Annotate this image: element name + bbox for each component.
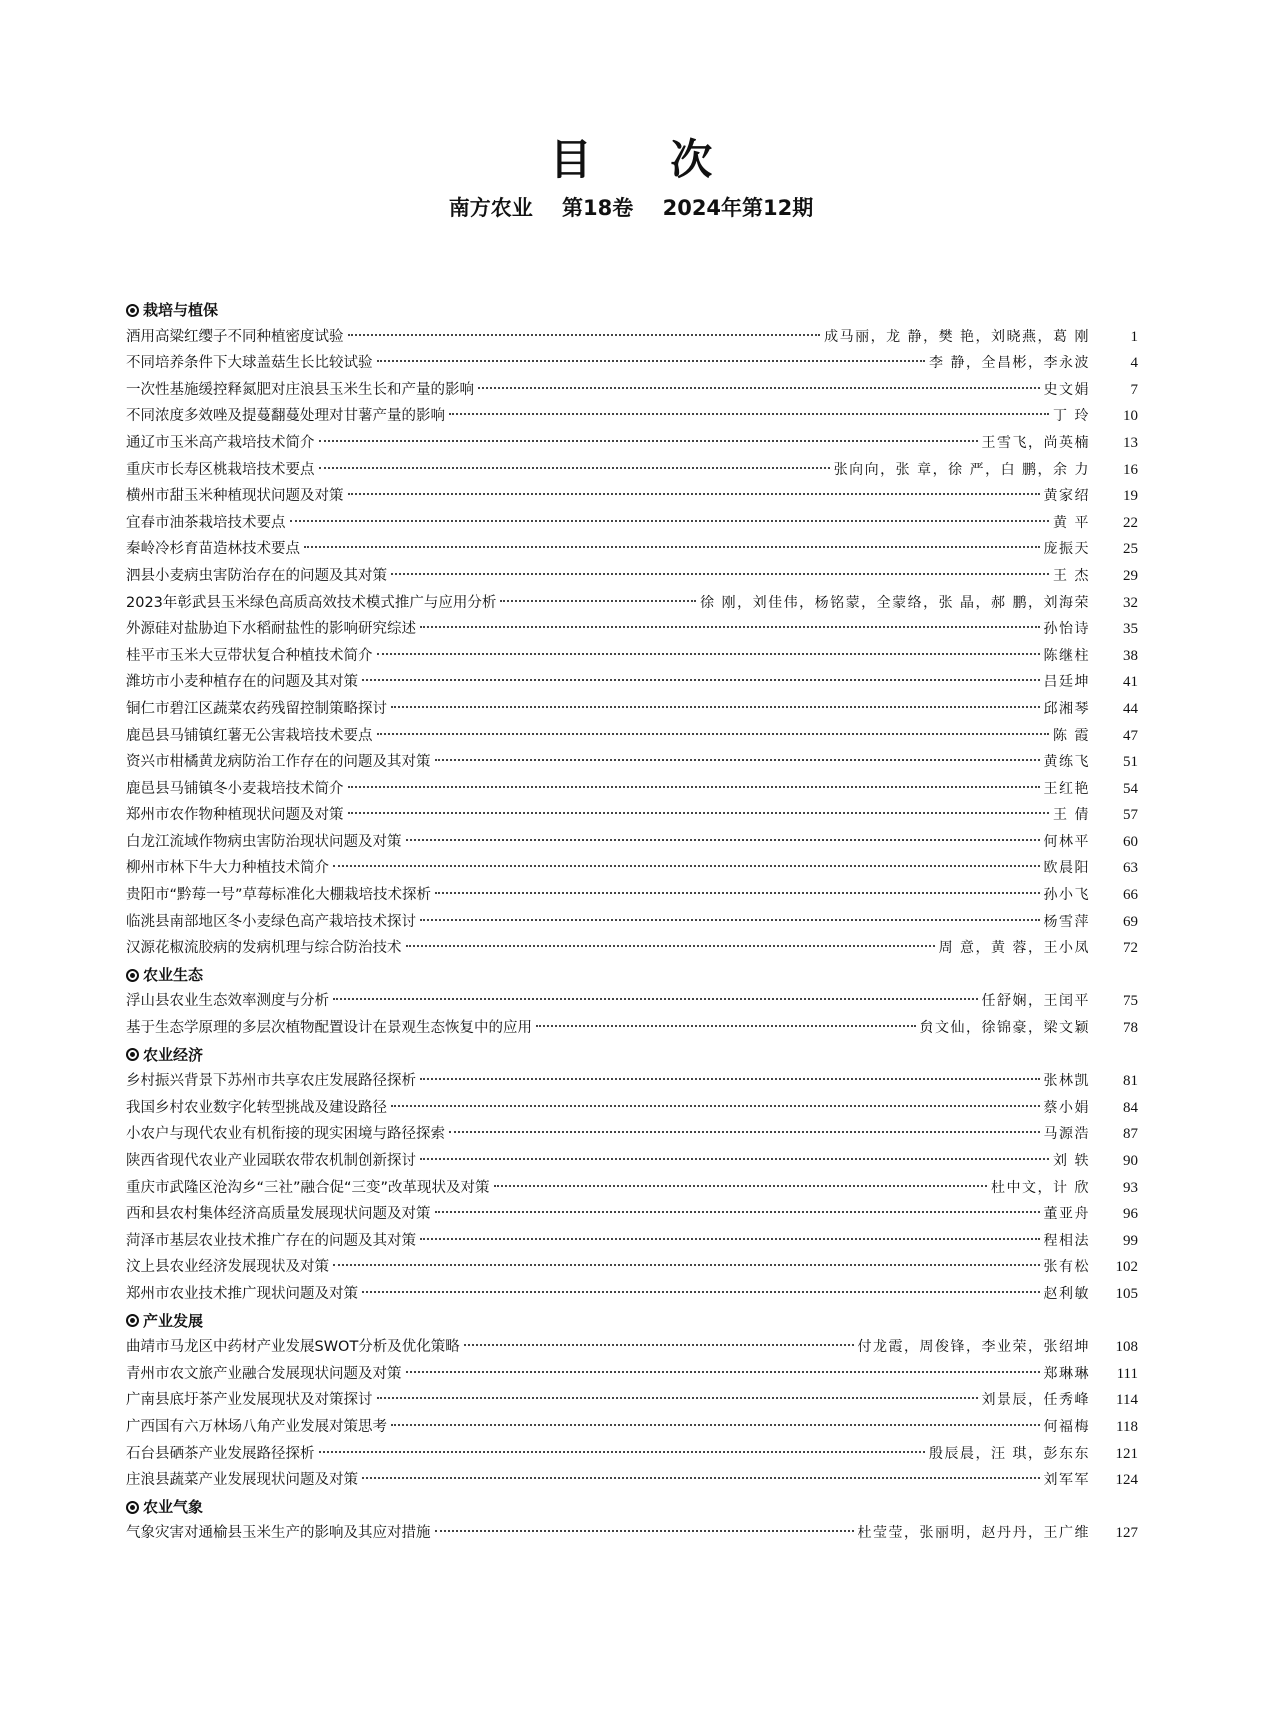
toc-entry[interactable] (126, 457, 1138, 484)
entry-page: 78 (1123, 1020, 1138, 1037)
entry-title: 广西国有六万林场八角产业发展对策思考 (126, 1418, 387, 1435)
entry-page: 99 (1123, 1232, 1138, 1249)
entry-authors: 陈继柱 (1043, 647, 1090, 664)
entry-authors: 孙小飞 (1043, 887, 1090, 904)
dot-leader (494, 1185, 988, 1187)
entry-page: 32 (1123, 594, 1138, 611)
entry-title: 曲靖市马龙区中药材产业发展SWOT分析及优化策略 (126, 1339, 460, 1356)
dot-leader (420, 1078, 1040, 1080)
entry-title: 郑州市农作物种植现状问题及对策 (126, 807, 344, 824)
entry-title: 小农户与现代农业有机衔接的现实困境与路径探索 (126, 1126, 445, 1143)
entry-authors: 周 意，黄 蓉，王小凤 (938, 940, 1090, 957)
page-title: 目 次 (549, 135, 745, 184)
toc-entry[interactable] (126, 696, 1138, 723)
toc-entry[interactable] (126, 403, 1138, 430)
entry-authors: 何福梅 (1043, 1418, 1090, 1435)
dot-leader (319, 467, 830, 469)
entry-page: 47 (1123, 727, 1138, 744)
entry-page: 19 (1123, 488, 1138, 505)
dot-leader (435, 1211, 1040, 1213)
entry-title: 宜春市油茶栽培技术要点 (126, 514, 286, 531)
toc-entry[interactable] (126, 563, 1138, 590)
section-bullet-icon (126, 1314, 139, 1327)
journal-info (0, 193, 1262, 223)
toc-entry[interactable] (126, 723, 1138, 750)
section-bullet-icon (126, 969, 139, 982)
entry-title: 陕西省现代农业产业园联农带农机制创新探讨 (126, 1153, 416, 1169)
dot-leader (478, 387, 1040, 389)
toc-entry[interactable] (126, 749, 1138, 776)
entry-page: 114 (1116, 1392, 1138, 1409)
entry-title: 一次性基施缓控释氮肥对庄浪县玉米生长和产量的影响 (126, 381, 474, 398)
toc-entry[interactable] (126, 935, 1138, 962)
dot-leader (536, 1025, 916, 1027)
toc-entry[interactable] (126, 1201, 1138, 1228)
entry-authors: 任舒娴，王闰平 (981, 993, 1090, 1010)
entry-title: 临洮县南部地区冬小麦绿色高产栽培技术探讨 (126, 913, 416, 930)
entry-authors: 庞振天 (1043, 541, 1090, 558)
entry-authors: 欧晨阳 (1043, 860, 1090, 877)
dot-leader (420, 919, 1040, 921)
entry-title: 横州市甜玉米种植现状问题及对策 (126, 488, 344, 505)
entry-title: 秦岭冷杉育苗造林技术要点 (126, 541, 300, 558)
section-name: 产业发展 (143, 1311, 204, 1330)
toc-entry[interactable] (126, 643, 1138, 670)
entry-title: 浮山县农业生态效率测度与分析 (126, 993, 329, 1010)
entry-page: 102 (1115, 1259, 1138, 1276)
dot-leader (435, 759, 1040, 761)
dot-leader (420, 1238, 1040, 1240)
toc-entry[interactable] (126, 1441, 1138, 1468)
dot-leader (391, 1424, 1040, 1426)
entry-authors: 刘景辰，任秀峰 (981, 1392, 1090, 1409)
entry-title: 郑州市农业技术推广现状问题及对策 (126, 1285, 358, 1302)
entry-authors: 邱湘琴 (1043, 700, 1090, 717)
dot-leader (333, 865, 1040, 867)
dot-leader (391, 1105, 1040, 1107)
toc-entry[interactable] (126, 350, 1138, 377)
entry-authors: 贠文仙，徐锦豪，梁文颖 (919, 1020, 1090, 1037)
journal-issue: 2024年第12期 (662, 196, 814, 220)
entry-title: 不同浓度多效唑及提蔓翻蔓处理对甘薯产量的影响 (126, 408, 445, 425)
toc-entry[interactable] (126, 377, 1138, 404)
dot-leader (290, 520, 1050, 522)
dot-leader (319, 1451, 926, 1453)
section-header (126, 297, 1138, 324)
entry-page: 38 (1123, 647, 1138, 664)
entry-title: 通辽市玉米高产栽培技术简介 (126, 434, 315, 451)
toc-entry[interactable] (126, 536, 1138, 563)
toc-entry[interactable] (126, 1068, 1138, 1095)
entry-authors: 徐 刚，刘佳伟，杨铭蒙，全蒙络，张 晶，郝 鹏，刘海荣 (700, 594, 1090, 611)
section-bullet-icon (126, 1501, 139, 1514)
toc-entry[interactable] (126, 669, 1138, 696)
entry-title: 乡村振兴背景下苏州市共享农庄发展路径探析 (126, 1073, 416, 1090)
section-name: 农业生态 (143, 965, 204, 984)
toc-entry[interactable] (126, 1254, 1138, 1281)
section-bullet-icon (126, 304, 139, 317)
entry-title: 鹿邑县马铺镇红薯无公害栽培技术要点 (126, 727, 373, 744)
entry-page: 57 (1123, 807, 1138, 824)
toc-entry[interactable] (126, 855, 1138, 882)
entry-title: 汉源花椒流胶病的发病机理与综合防治技术 (126, 940, 402, 957)
entry-page: 4 (1130, 355, 1138, 372)
entry-page: 111 (1116, 1365, 1138, 1382)
entry-page: 121 (1115, 1445, 1138, 1462)
entry-title: 青州市农文旅产业融合发展现状问题及对策 (126, 1365, 402, 1382)
entry-page: 127 (1115, 1525, 1138, 1542)
entry-title: 贵阳市“黔莓一号”草莓标准化大棚栽培技术探析 (126, 887, 432, 904)
entry-authors: 杜莹莹，张丽明，赵丹丹，王广维 (857, 1525, 1090, 1542)
dot-leader (348, 812, 1050, 814)
dot-leader (362, 679, 1040, 681)
entry-authors: 吕廷坤 (1043, 674, 1090, 691)
toc-entry[interactable] (126, 1228, 1138, 1255)
entry-authors: 李 静，全昌彬，李永波 (929, 355, 1090, 372)
toc-entry[interactable] (126, 802, 1138, 829)
entry-authors: 杜中文，计 欣 (991, 1179, 1090, 1196)
entry-page: 72 (1123, 940, 1138, 957)
entry-page: 29 (1123, 567, 1138, 584)
entry-title: 我国乡村农业数字化转型挑战及建设路径 (126, 1099, 387, 1116)
entry-page: 93 (1123, 1179, 1138, 1196)
entry-authors: 孙怡诗 (1043, 621, 1090, 638)
entry-title: 泗县小麦病虫害防治存在的问题及其对策 (126, 567, 387, 584)
entry-title: 资兴市柑橘黄龙病防治工作存在的问题及其对策 (126, 754, 431, 771)
section-name: 农业经济 (143, 1045, 204, 1064)
dot-leader (362, 1477, 1040, 1479)
entry-authors: 蔡小娟 (1043, 1099, 1090, 1116)
dot-leader (362, 1291, 1040, 1293)
entry-authors: 赵利敏 (1043, 1285, 1090, 1302)
dot-leader (377, 733, 1050, 735)
entry-page: 105 (1115, 1285, 1138, 1302)
entry-authors: 王雪飞，尚英楠 (981, 434, 1090, 451)
entry-authors: 丁 玲 (1053, 408, 1090, 425)
section-header (126, 962, 1138, 989)
dot-leader (348, 786, 1040, 788)
entry-page: 13 (1123, 434, 1138, 451)
entry-page: 84 (1123, 1099, 1138, 1116)
entry-title: 酒用高粱红缨子不同种植密度试验 (126, 328, 344, 345)
entry-title: 白龙江流域作物病虫害防治现状问题及对策 (126, 833, 402, 850)
dot-leader (377, 653, 1040, 655)
entry-title: 气象灾害对通榆县玉米生产的影响及其应对措施 (126, 1525, 431, 1542)
entry-page: 22 (1123, 514, 1138, 531)
entry-authors: 马源浩 (1043, 1126, 1090, 1143)
toc-entry[interactable] (126, 324, 1138, 351)
section-header (126, 1042, 1138, 1069)
entry-page: 60 (1123, 833, 1138, 850)
entry-authors: 付龙霞，周俊锋，李业荣，张绍坤 (857, 1339, 1090, 1356)
toc-entry[interactable] (126, 1015, 1138, 1042)
entry-authors: 杨雪萍 (1043, 913, 1090, 930)
toc-entry[interactable] (126, 1175, 1138, 1202)
entry-authors: 刘军军 (1043, 1472, 1090, 1489)
dot-leader (391, 706, 1040, 708)
dot-leader (333, 998, 978, 1000)
section-bullet-icon (126, 1048, 139, 1061)
toc-entry[interactable] (126, 829, 1138, 856)
toc-entry[interactable] (126, 616, 1138, 643)
entry-page: 69 (1123, 913, 1138, 930)
toc-entry[interactable] (126, 590, 1138, 617)
dot-leader (500, 600, 696, 602)
toc-entry[interactable] (126, 1121, 1138, 1148)
entry-title: 铜仁市碧江区蔬菜农药残留控制策略探讨 (126, 700, 387, 717)
entry-authors: 何林平 (1043, 833, 1090, 850)
entry-page: 44 (1123, 700, 1138, 717)
entry-page: 81 (1123, 1073, 1138, 1090)
entry-authors: 殷辰晨，汪 琪，彭东东 (929, 1445, 1090, 1462)
toc-entry[interactable] (126, 776, 1138, 803)
entry-page: 41 (1123, 674, 1138, 691)
dot-leader (464, 1344, 854, 1346)
entry-page: 66 (1123, 887, 1138, 904)
entry-authors: 张有松 (1043, 1259, 1090, 1276)
dot-leader (391, 573, 1049, 575)
entry-page: 54 (1123, 780, 1138, 797)
section-header (126, 1494, 1138, 1521)
entry-authors: 史文娟 (1043, 381, 1090, 398)
entry-title: 鹿邑县马铺镇冬小麦栽培技术简介 (126, 780, 344, 797)
entry-authors: 刘 轶 (1053, 1153, 1090, 1169)
dot-leader (449, 1131, 1040, 1133)
dot-leader (377, 360, 926, 362)
entry-page: 16 (1123, 461, 1138, 478)
entry-authors: 张向向，张 章，徐 严，白 鹏，余 力 (833, 461, 1090, 478)
dot-leader (435, 892, 1039, 894)
section-name: 栽培与植保 (143, 301, 219, 319)
entry-page: 35 (1123, 621, 1138, 638)
dot-leader (406, 839, 1040, 841)
entry-authors: 陈 霞 (1053, 727, 1090, 744)
entry-page: 75 (1123, 993, 1138, 1010)
entry-authors: 黄 平 (1053, 514, 1090, 531)
toc-entry[interactable] (126, 1148, 1138, 1175)
entry-title: 石台县硒茶产业发展路径探析 (126, 1445, 315, 1462)
dot-leader (420, 1158, 1049, 1160)
journal-volume: 第18卷 (562, 196, 634, 220)
toc-entry[interactable] (126, 430, 1138, 457)
entry-authors: 王红艳 (1043, 780, 1090, 797)
entry-page: 96 (1123, 1206, 1138, 1223)
entry-title: 重庆市长寿区桃栽培技术要点 (126, 461, 315, 478)
entry-title: 桂平市玉米大豆带状复合种植技术简介 (126, 647, 373, 664)
toc-entry[interactable] (126, 882, 1138, 909)
entry-page: 63 (1123, 860, 1138, 877)
entry-page: 90 (1123, 1153, 1138, 1169)
entry-title: 外源硅对盐胁迫下水稻耐盐性的影响研究综述 (126, 621, 416, 638)
entry-page: 118 (1116, 1418, 1138, 1435)
dot-leader (406, 1371, 1040, 1373)
entry-page: 124 (1115, 1472, 1138, 1489)
entry-page: 51 (1123, 754, 1138, 771)
dot-leader (435, 1530, 854, 1532)
entry-title: 西和县农村集体经济高质量发展现状问题及对策 (126, 1206, 431, 1223)
entry-title: 广南县底圩茶产业发展现状及对策探讨 (126, 1392, 373, 1409)
journal-name: 南方农业 (448, 196, 533, 220)
entry-authors: 张林凯 (1043, 1073, 1090, 1090)
entry-authors: 董亚舟 (1043, 1206, 1090, 1223)
toc-entry[interactable] (126, 1387, 1138, 1414)
dot-leader (348, 493, 1040, 495)
entry-page: 10 (1123, 408, 1138, 425)
entry-title: 庄浪县蔬菜产业发展现状问题及对策 (126, 1472, 358, 1489)
dot-leader (348, 334, 821, 336)
entry-authors: 程相法 (1043, 1232, 1090, 1249)
entry-title: 不同培养条件下大球盖菇生长比较试验 (126, 355, 373, 372)
entry-authors: 黄家绍 (1043, 488, 1090, 505)
table-of-contents (126, 297, 1138, 1547)
dot-leader (406, 945, 935, 947)
dot-leader (420, 626, 1040, 628)
toc-entry[interactable] (126, 1095, 1138, 1122)
toc-entry[interactable] (126, 909, 1138, 936)
dot-leader (333, 1264, 1040, 1266)
entry-authors: 王 杰 (1053, 567, 1090, 584)
toc-entry[interactable] (126, 1520, 1138, 1547)
entry-page: 108 (1115, 1339, 1138, 1356)
entry-authors: 成马丽，龙 静，樊 艳，刘晓燕，葛 刚 (824, 328, 1090, 345)
dot-leader (449, 413, 1049, 415)
entry-title: 汶上县农业经济发展现状及对策 (126, 1259, 329, 1276)
entry-title: 2023年彰武县玉米绿色高质高效技术模式推广与应用分析 (126, 594, 497, 611)
toc-entry[interactable] (126, 1467, 1138, 1494)
entry-page: 7 (1130, 381, 1138, 398)
entry-page: 87 (1123, 1126, 1138, 1143)
entry-authors: 王 倩 (1053, 807, 1090, 824)
toc-entry[interactable] (126, 988, 1138, 1015)
entry-page: 1 (1130, 328, 1138, 345)
toc-entry[interactable] (126, 510, 1138, 537)
section-header (126, 1308, 1138, 1335)
entry-page: 25 (1123, 541, 1138, 558)
entry-title: 基于生态学原理的多层次植物配置设计在景观生态恢复中的应用 (126, 1020, 532, 1037)
entry-title: 菏泽市基层农业技术推广存在的问题及其对策 (126, 1232, 416, 1249)
dot-leader (377, 1397, 978, 1399)
toc-entry[interactable] (126, 1361, 1138, 1388)
dot-leader (319, 440, 978, 442)
entry-title: 柳州市林下牛大力种植技术简介 (126, 860, 329, 877)
entry-authors: 黄练飞 (1043, 754, 1090, 771)
toc-entry[interactable] (126, 1414, 1138, 1441)
entry-title: 潍坊市小麦种植存在的问题及其对策 (126, 674, 358, 691)
dot-leader (304, 546, 1040, 548)
section-name: 农业气象 (143, 1497, 204, 1516)
toc-entry[interactable] (126, 1281, 1138, 1308)
entry-title: 重庆市武隆区沧沟乡“三社”融合促“三变”改革现状及对策 (126, 1179, 490, 1196)
toc-entry[interactable] (126, 1334, 1138, 1361)
entry-authors: 郑琳琳 (1043, 1365, 1090, 1382)
toc-entry[interactable] (126, 483, 1138, 510)
